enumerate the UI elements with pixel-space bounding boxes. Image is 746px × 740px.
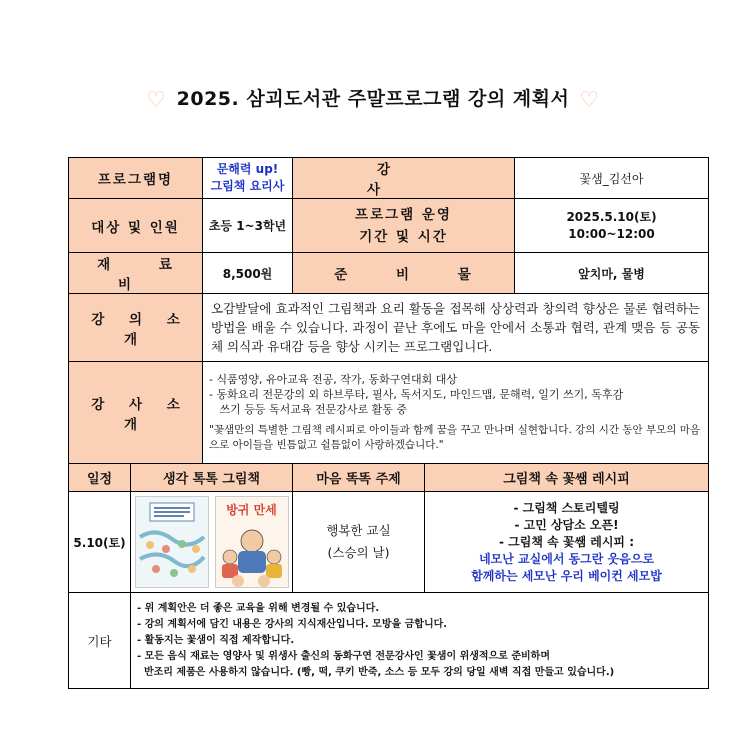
recipe-line2: - 고민 상담소 오픈!	[514, 517, 619, 532]
schedule-header-date: 일정	[69, 464, 131, 492]
program-name-line1: 문해력 up!	[216, 162, 279, 176]
program-label: 프로그램명	[69, 158, 203, 199]
title-text: 2025. 삼괴도서관 주말프로그램 강의 계획서	[176, 88, 570, 110]
heart-icon: ♡	[579, 88, 600, 113]
instructor-value: 꽃샘_김선아	[515, 158, 709, 199]
etc-line: - 강의 계획서에 담긴 내용은 강사의 지식재산입니다. 모방을 금합니다.	[137, 618, 448, 630]
teacher-line3: 쓰기 등등 독서교육 전문강사로 활동 중	[209, 403, 407, 416]
book-covers	[131, 492, 293, 593]
schedule-row	[69, 492, 709, 593]
recipe-line3: - 그림책 속 꽃쌤 레시피 :	[499, 534, 634, 549]
book-cover-2	[215, 496, 289, 588]
heart-icon: ♡	[146, 88, 167, 113]
recipe-line1: - 그림책 스토리텔링	[513, 500, 620, 515]
period-time: 10:00~12:00	[568, 226, 655, 241]
book-cover-2-title: 방귀 만세	[226, 503, 277, 517]
theme-line2: (스승의 날)	[327, 545, 390, 560]
schedule-recipe	[425, 492, 709, 593]
etc-line: - 활동지는 꽃샘이 직접 제작합니다.	[137, 634, 295, 646]
teacher-quote: "꽃샘만의 특별한 그림책 레시피로 아이들과 함께 꿈을 꾸고 만나며 실현합니다. 강의 시간 동안 부모의 마음으로 아이들을 빈틈없고 쉴틈없이 사랑하겠습니다."	[209, 424, 701, 451]
period-label-line1: 프로그램 운영	[355, 206, 452, 223]
fee-row	[69, 253, 709, 294]
etc-row	[69, 593, 709, 689]
period-date: 2025.5.10(토)	[566, 209, 657, 224]
schedule-header-theme: 마음 똑똑 주제	[293, 464, 425, 492]
instructor-label: 강 사	[293, 158, 515, 199]
document-title	[0, 84, 746, 113]
supplies-value: 앞치마, 물병	[515, 253, 709, 294]
schedule-header-book: 생각 톡톡 그림책	[131, 464, 293, 492]
etc-line: - 모든 음식 재료는 영양사 및 위생사 출신의 동화구연 전문강사인 꽃샘이 위생적으로 준비하며	[137, 650, 551, 662]
recipe-line5: 함께하는 세모난 우리 베이컨 세모밥	[471, 568, 662, 583]
book-cover-1-illustration	[136, 497, 208, 587]
book-cover-1	[135, 496, 209, 588]
recipe-line4: 네모난 교실에서 동그란 웃음으로	[479, 551, 654, 566]
intro-row	[69, 294, 709, 362]
teacher-intro	[203, 362, 709, 464]
teacher-line1: - 식품영양, 유아교육 전공, 작가, 동화구연대회 대상	[209, 373, 457, 386]
schedule-header-row	[69, 464, 709, 492]
teacher-row	[69, 362, 709, 464]
program-value	[203, 158, 293, 199]
theme-line1: 행복한 교실	[326, 523, 391, 538]
intro-text: 오감발달에 효과적인 그림책과 요리 활동을 접목해 상상력과 창의력 향상은 물론 협력하는 방법을 배울 수 있습니다. 과정이 끝난 후에도 마을 안에서 소통과 협력, 관계 맺음 등 공동체 의식과 유대감 등을 향상 시키는 프로그램입니다.	[203, 294, 709, 362]
fee-value: 8,500원	[203, 253, 293, 294]
etc-notes	[131, 593, 709, 689]
period-label	[293, 199, 515, 253]
target-row	[69, 199, 709, 253]
etc-line: - 위 계획안은 더 좋은 교육을 위해 변경될 수 있습니다.	[137, 602, 380, 614]
program-name-line2: 그림책 요리사	[210, 179, 285, 193]
target-value: 초등 1~3학년	[203, 199, 293, 253]
period-value	[515, 199, 709, 253]
schedule-theme	[293, 492, 425, 593]
schedule-date: 5.10(토)	[69, 492, 131, 593]
program-row	[69, 158, 709, 199]
schedule-header-recipe: 그림책 속 꽃쌤 레시피	[425, 464, 709, 492]
etc-line: 반조리 제품은 사용하지 않습니다. (빵, 떡, 쿠키 반죽, 소스 등 모두 강의 당일 새벽 직접 만들고 있습니다.)	[137, 666, 615, 678]
intro-label: 강 의 소 개	[69, 294, 203, 362]
fee-label: 재 료 비	[69, 253, 203, 294]
plan-table	[68, 157, 709, 689]
supplies-label: 준 비 물	[293, 253, 515, 294]
target-label: 대상 및 인원	[69, 199, 203, 253]
period-label-line2: 기간 및 시간	[359, 228, 448, 245]
teacher-label: 강 사 소 개	[69, 362, 203, 464]
etc-label: 기타	[69, 593, 131, 689]
teacher-line2: - 동화요리 전문강의 외 하브루타, 필사, 독서지도, 마인드맵, 문해력, 일기 쓰기, 독후감	[209, 388, 624, 401]
